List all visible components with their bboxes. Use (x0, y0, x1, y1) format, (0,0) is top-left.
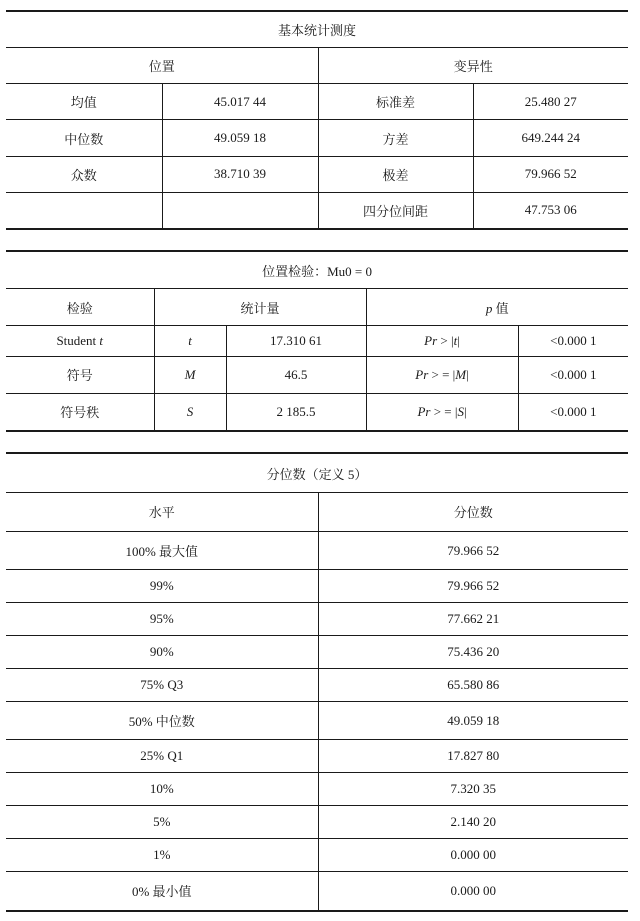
table-title-row (6, 11, 628, 48)
basic-stats-table (6, 10, 628, 230)
quantile-value: 75.436 20 (318, 636, 628, 669)
pr-operator: > = | (430, 403, 458, 419)
quantile-column-header: 分位数 (318, 493, 628, 532)
p-value-column-header (366, 289, 628, 326)
table-row (6, 838, 628, 871)
stat-label: 均值 (6, 84, 162, 120)
quantile-level: 50% 中位数 (6, 701, 318, 740)
quantile-level: 75% Q3 (6, 668, 318, 701)
pr-variable: t (453, 332, 458, 348)
pr-close: | (457, 332, 460, 348)
table-title-row (6, 453, 628, 493)
table-row (6, 531, 628, 570)
table-title-row (6, 251, 628, 289)
table-row (6, 156, 628, 192)
test-name (6, 357, 154, 394)
pr-close: | (463, 403, 467, 419)
quantile-value: 65.580 86 (318, 668, 628, 701)
stat-label: 标准差 (318, 84, 473, 120)
stat-value: 25.480 27 (473, 84, 628, 120)
quantile-value: 77.662 21 (318, 603, 628, 636)
statistic-symbol: M (154, 357, 226, 394)
quantile-level: 5% (6, 806, 318, 839)
p-symbol: p (485, 300, 493, 316)
quantile-level: 99% (6, 570, 318, 603)
table-row (6, 740, 628, 773)
table-row (6, 325, 628, 356)
test-name-text: Student (56, 332, 97, 348)
pr-variable: S (457, 403, 464, 419)
stat-value (162, 192, 318, 229)
pr-operator: > = | (428, 366, 456, 382)
stat-label: 四分位间距 (318, 192, 473, 229)
p-value: <0.000 1 (518, 357, 628, 394)
location-test-title: 位置检验：Mu0 = 0 (6, 251, 628, 289)
stat-label: 中位数 (6, 120, 162, 156)
table-row (6, 773, 628, 806)
statistic-symbol: t (154, 325, 226, 356)
stat-label: 方差 (318, 120, 473, 156)
quantile-level: 90% (6, 636, 318, 669)
stat-label: 极差 (318, 156, 473, 192)
group-header-row (6, 48, 628, 84)
quantile-value: 79.966 52 (318, 531, 628, 570)
pr-symbol: Pr (415, 366, 429, 382)
table-header-row (6, 289, 628, 326)
quantile-value: 7.320 35 (318, 773, 628, 806)
test-name (6, 393, 154, 431)
location-group-header: 位置 (6, 48, 318, 84)
probability-condition (366, 325, 518, 356)
table-row (6, 871, 628, 911)
stat-label (6, 192, 162, 229)
pr-variable: M (455, 366, 467, 382)
test-name (6, 325, 154, 356)
p-value: <0.000 1 (518, 325, 628, 356)
stat-value: 79.966 52 (473, 156, 628, 192)
pr-symbol: Pr (417, 403, 431, 419)
table-row (6, 570, 628, 603)
stat-value: 49.059 18 (162, 120, 318, 156)
quantile-level: 95% (6, 603, 318, 636)
pr-symbol: Pr (424, 332, 438, 348)
stat-label: 众数 (6, 156, 162, 192)
pr-operator: > | (437, 332, 454, 348)
level-column-header: 水平 (6, 493, 318, 532)
probability-condition (366, 393, 518, 431)
quantile-value: 2.140 20 (318, 806, 628, 839)
probability-condition (366, 357, 518, 394)
stat-value: 45.017 44 (162, 84, 318, 120)
p-value: <0.000 1 (518, 393, 628, 431)
quantile-level: 10% (6, 773, 318, 806)
table-row (6, 120, 628, 156)
quantile-value: 0.000 00 (318, 838, 628, 871)
test-name-symbol: t (96, 332, 104, 348)
statistic-column-header: 统计量 (154, 289, 366, 326)
quantiles-title: 分位数（定义 5） (6, 453, 628, 493)
pr-close: | (466, 366, 469, 382)
variability-group-header: 变异性 (318, 48, 628, 84)
table-row (6, 806, 628, 839)
stat-value: 649.244 24 (473, 120, 628, 156)
table-row (6, 192, 628, 229)
table-row (6, 84, 628, 120)
quantile-level: 1% (6, 838, 318, 871)
p-value-label: 值 (492, 300, 509, 316)
test-column-header: 检验 (6, 289, 154, 326)
table-header-row (6, 493, 628, 532)
quantile-level: 100% 最大值 (6, 531, 318, 570)
location-test-table (6, 250, 628, 432)
quantile-value: 17.827 80 (318, 740, 628, 773)
test-name-text: 符号 (66, 368, 93, 384)
statistic-value: 46.5 (226, 357, 366, 394)
basic-stats-title: 基本统计测度 (6, 11, 628, 48)
table-row (6, 701, 628, 740)
stat-value: 47.753 06 (473, 192, 628, 229)
quantile-level: 25% Q1 (6, 740, 318, 773)
quantiles-table (6, 452, 628, 912)
statistic-value: 17.310 61 (226, 325, 366, 356)
test-name-text: 符号秩 (60, 405, 100, 421)
table-row (6, 357, 628, 394)
table-row (6, 636, 628, 669)
statistic-symbol: S (154, 393, 226, 431)
quantile-level: 0% 最小值 (6, 871, 318, 911)
statistic-value: 2 185.5 (226, 393, 366, 431)
stat-value: 38.710 39 (162, 156, 318, 192)
table-row (6, 668, 628, 701)
quantile-value: 79.966 52 (318, 570, 628, 603)
table-row (6, 603, 628, 636)
quantile-value: 0.000 00 (318, 871, 628, 911)
table-row (6, 393, 628, 431)
quantile-value: 49.059 18 (318, 701, 628, 740)
